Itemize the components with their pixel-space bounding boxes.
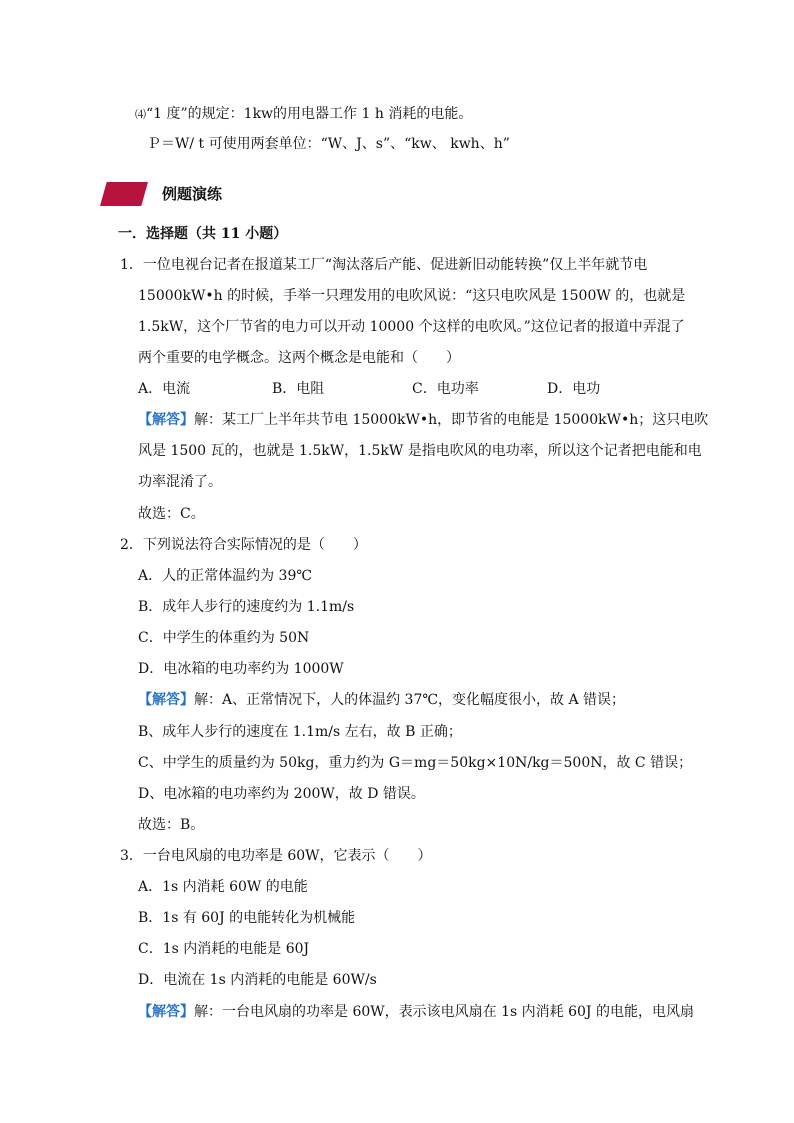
q2-answer-line: D、电冰箱的电功率约为 200W，故 D 错误。 (138, 786, 425, 802)
q1-option-d: D．电功 (547, 381, 601, 397)
q1-option-a: A．电流 (138, 381, 191, 397)
q3-stem: 3．一台电风扇的电功率是 60W，它表示（ ） (120, 848, 432, 864)
q1-option-c: C．电功率 (412, 381, 479, 397)
q2-answer-line: B、成年人步行的速度在 1.1m/s 左右，故 B 正确； (138, 724, 462, 740)
q3-option-d: D．电流在 1s 内消耗的电能是 60W/s (138, 972, 377, 988)
q1-answer-line (138, 411, 708, 429)
q2-choice: 故选：B。 (138, 817, 205, 833)
q3-option-a: A．1s 内消耗 60W 的电能 (138, 879, 308, 895)
q2-answer-text: 解：A、正常情况下，人的体温约 37℃，变化幅度很小，故 A 错误； (194, 692, 626, 708)
q1-answer-tag: 【解答】 (138, 412, 194, 428)
q2-answer-line: C、中学生的质量约为 50kg，重力约为 G＝mg＝50kg×10N/kg＝500N，故 C 错误； (138, 755, 693, 771)
q3-answer-tag: 【解答】 (138, 1004, 194, 1020)
q1-stem-line: 15000kW•h 的时候，手举一只理发用的电吹风说：“这只电吹风是 1500W 的，也就是 (138, 288, 686, 304)
q2-stem: 2．下列说法符合实际情况的是（ ） (120, 537, 367, 553)
q1-stem-line: 1.5kW，这个厂节省的电力可以开动 10000 个这样的电吹风。”这位记者的报道中弄混了 (138, 319, 685, 335)
q2-option-a: A．人的正常体温约为 39℃ (138, 568, 313, 584)
q2-option-c: C．中学生的体重约为 50N (138, 630, 310, 646)
q1-stem-line: 1．一位电视台记者在报道某工厂“淘汰落后产能、促进新旧动能转换”仅上半年就节电 (120, 257, 648, 273)
q2-answer-line (138, 691, 625, 709)
section-title: 例题演练 (162, 185, 223, 203)
q2-option-d: D．电冰箱的电功率约为 1000W (138, 661, 344, 677)
intro-formula: Ｐ＝W/ t 可使用两套单位：“W、J、s”、“kw、 kwh、h” (147, 136, 510, 152)
section-heading-parallelogram-icon (100, 182, 148, 206)
part-title: 一．选择题（共 11 小题） (118, 226, 288, 242)
q3-option-c: C．1s 内消耗的电能是 60J (138, 941, 310, 957)
q1-choice: 故选：C。 (138, 506, 205, 522)
q2-option-b: B．成年人步行的速度约为 1.1m/s (138, 599, 355, 615)
q1-option-b: B．电阻 (272, 381, 325, 397)
q2-answer-tag: 【解答】 (138, 692, 194, 708)
intro-item4 (135, 105, 472, 124)
item4-number: ⑷ (135, 108, 146, 121)
item4-text: “1 度”的规定：1kw的用电器工作 1 h 消耗的电能。 (146, 106, 473, 122)
q3-answer-line (138, 1003, 694, 1021)
q1-answer-line: 功率混淆了。 (138, 474, 222, 490)
q1-stem-line: 两个重要的电学概念。这两个概念是电能和（ ） (138, 350, 460, 366)
q3-answer-text: 解：一台电风扇的功率是 60W，表示该电风扇在 1s 内消耗 60J 的电能，电风扇 (194, 1004, 694, 1020)
q1-answer-text: 解：某工厂上半年共节电 15000kW•h，即节省的电能是 15000kW•h；这只电吹 (194, 412, 709, 428)
q1-answer-line: 风是 1500 瓦的，也就是 1.5kW，1.5kW 是指电吹风的电功率，所以这个记者把电能和电 (138, 443, 702, 459)
q3-option-b: B．1s 有 60J 的电能转化为机械能 (138, 910, 356, 926)
